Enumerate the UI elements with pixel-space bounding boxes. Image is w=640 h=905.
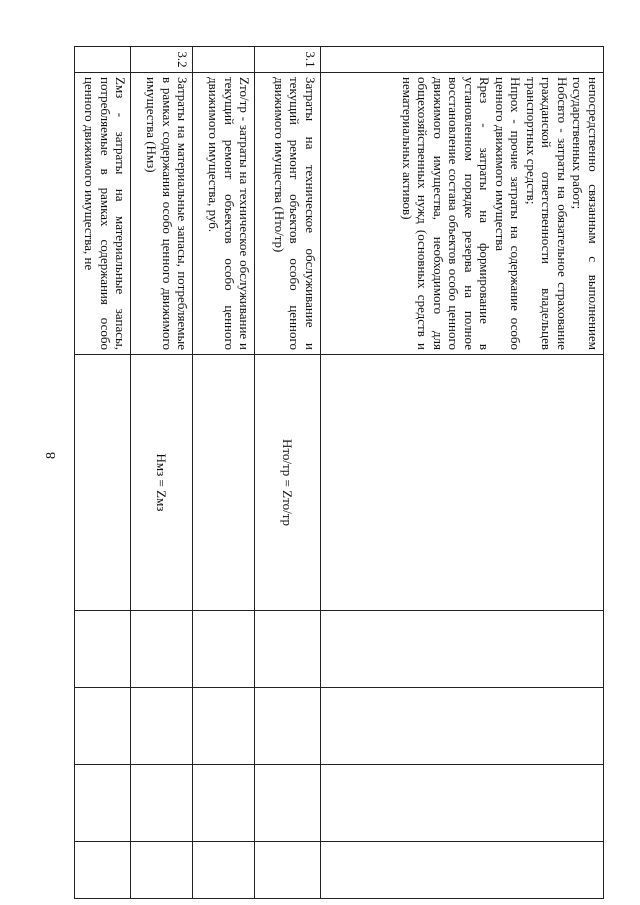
table-cell [75, 611, 131, 688]
table-cell [193, 611, 255, 688]
table-row [320, 47, 603, 899]
table-cell [255, 842, 320, 899]
row-formula: Нмз = Zмз [131, 355, 193, 611]
row-description: Затраты на материальные запасы, потребляемые в рамках содержания особо ценного движимого имущества (Нмз) [131, 73, 193, 355]
table-row [75, 47, 131, 899]
table-cell [255, 765, 320, 842]
row-number [193, 47, 255, 73]
table-row [255, 47, 320, 899]
table-cell [75, 842, 131, 899]
page-number: 8 [44, 452, 59, 459]
table-cell [255, 688, 320, 765]
table-cell [131, 611, 193, 688]
row-number [75, 47, 131, 73]
table-cell [255, 611, 320, 688]
cost-table [74, 46, 604, 899]
table-row [193, 47, 255, 899]
row-description: Затраты на техническое обслуживание и текущий ремонт объектов особо ценного движимого имущества (Нто/тр) [255, 73, 320, 355]
table-cell [131, 688, 193, 765]
row-number: 3.2 [131, 47, 193, 73]
table-cell [320, 765, 603, 842]
row-formula [193, 355, 255, 611]
row-formula [320, 355, 603, 611]
row-description: Zмз - затраты на материальные запасы, потребляемые в рамках содержания особо ценного движимого имущества, не [75, 73, 131, 355]
row-formula [75, 355, 131, 611]
table-cell [75, 765, 131, 842]
table-cell [320, 842, 603, 899]
table-cell [193, 688, 255, 765]
row-description: Zто/тр - затраты на техническое обслуживание и текущий ремонт объектов особо ценного движимого имущества, руб. [193, 73, 255, 355]
row-number: 3.1 [255, 47, 320, 73]
table-cell [75, 688, 131, 765]
table-cell [193, 842, 255, 899]
rotated-table-sheet [74, 46, 604, 898]
table-cell [193, 765, 255, 842]
row-formula: Нто/тр = Zто/тр [255, 355, 320, 611]
row-number [320, 47, 603, 73]
table-cell [131, 765, 193, 842]
table-row [131, 47, 193, 899]
table-cell [320, 611, 603, 688]
table-cell [320, 688, 603, 765]
row-description: непосредственно связанным с выполнением государственных работ; Нобсвто - затраты на обязательное страхование гражданской ответственности владельцев транспортных средств; Нпрох - прочие затраты на содержание особо ценного движимого имущества Rрез - затраты на формирование в установленном порядке резерва на полное восстановление состава объектов особо ценного движимого имущества, необходимого для общехозяйственных нужд (основных средств и нематериальных активов) [320, 73, 603, 355]
table-cell [131, 842, 193, 899]
